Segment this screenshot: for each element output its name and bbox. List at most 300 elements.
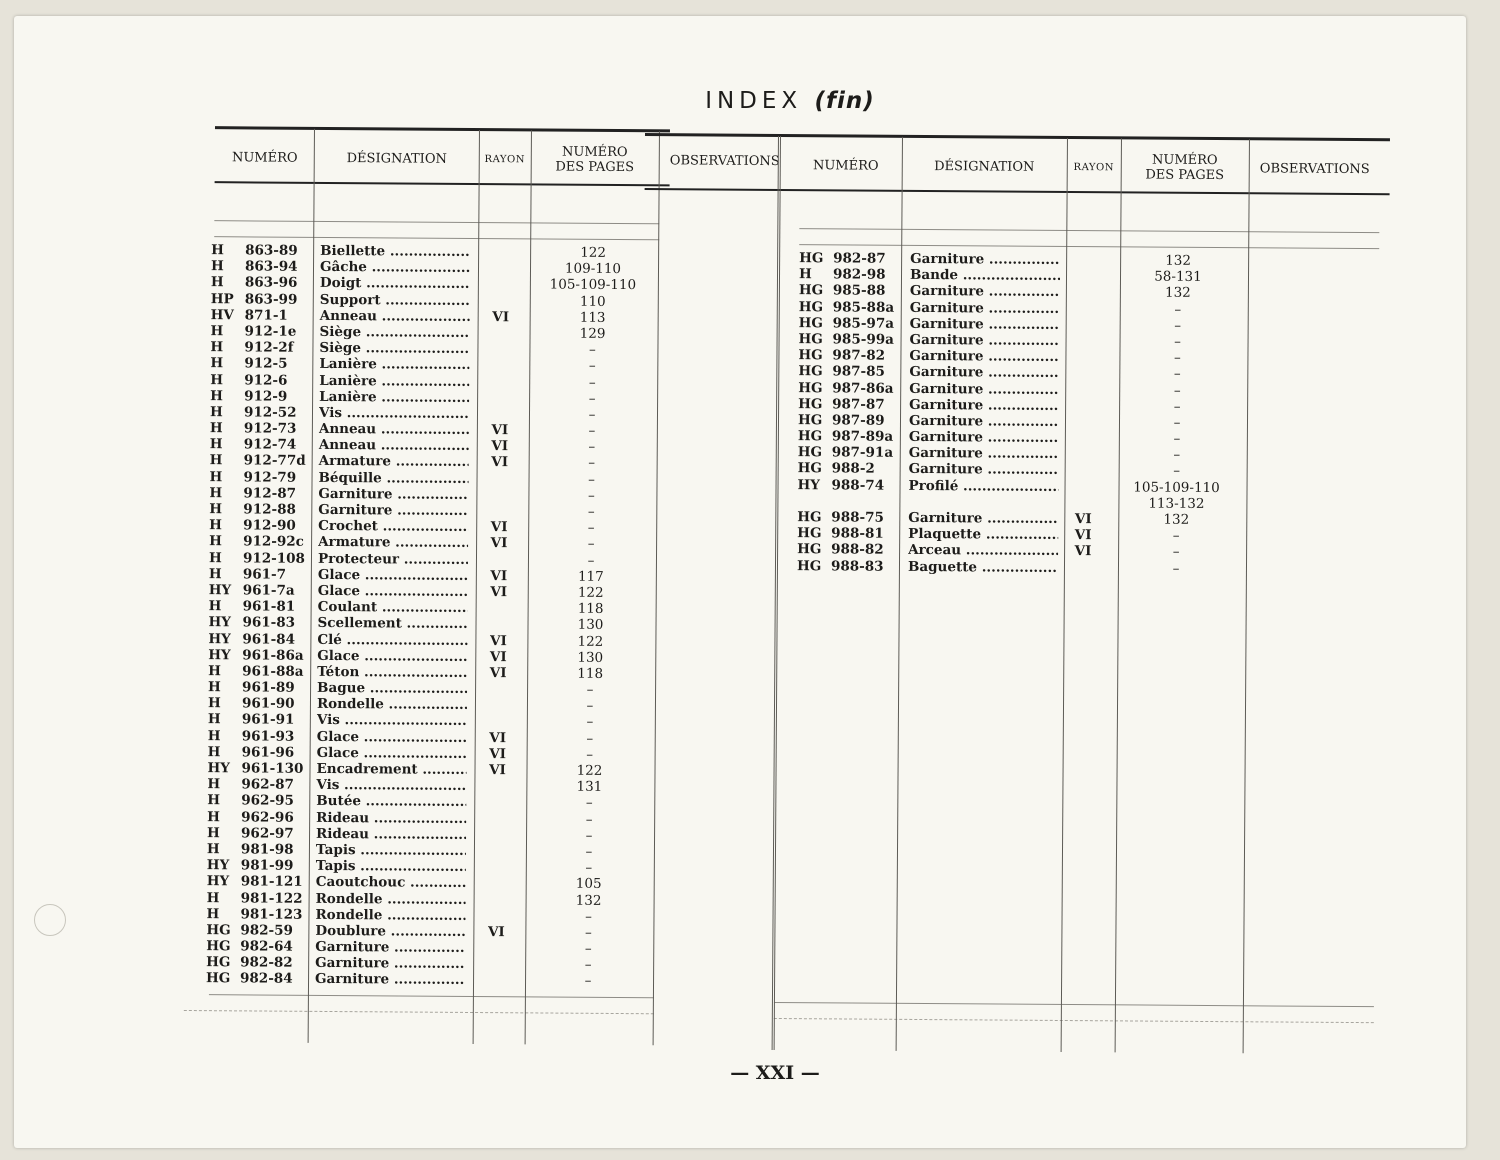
row-designation: Armature .....: [318, 534, 468, 551]
row-number: 961-86a: [242, 647, 304, 664]
row-number: 912-73: [243, 420, 297, 437]
row-number: 987-89a: [831, 428, 894, 445]
row-number: 912-92c: [243, 533, 304, 551]
row-prefix: HG: [797, 444, 823, 461]
row-prefix: HG: [798, 282, 824, 299]
row-pages: 122: [577, 584, 604, 601]
header-numero-pages-line1: NUMÉRO: [561, 144, 628, 161]
row-pages: 130: [577, 617, 604, 634]
row-prefix: HG: [799, 250, 824, 267]
row-designation: Anneau .....: [319, 437, 469, 454]
row-designation: Garniture .....: [910, 299, 1060, 316]
column-divider: [308, 129, 315, 1043]
header-numero-pages: [531, 138, 659, 181]
index-table-left: [184, 126, 780, 1045]
row-pages: –: [1173, 398, 1181, 415]
row-rayon: VI: [492, 308, 510, 325]
row-pages: –: [1172, 560, 1180, 577]
row-prefix: HG: [797, 428, 823, 445]
row-prefix: H: [209, 484, 223, 502]
row-prefix: H: [210, 387, 223, 404]
row-designation: Lanière .....: [319, 372, 469, 389]
row-designation: Garniture .....: [908, 510, 1058, 527]
row-pages: –: [1172, 544, 1180, 561]
row-pages: 109-110: [564, 260, 622, 278]
row-designation: Garniture .....: [910, 251, 1060, 268]
row-prefix: HG: [798, 395, 823, 412]
row-designation: Support .....: [320, 291, 470, 308]
row-pages: 131: [576, 778, 603, 796]
row-prefix: HG: [797, 541, 822, 558]
row-designation: Garniture .....: [315, 955, 465, 972]
row-pages: –: [1174, 349, 1181, 366]
row-prefix: H: [210, 339, 224, 356]
row-number: 961-83: [242, 614, 296, 632]
row-pages: –: [586, 698, 594, 715]
row-prefix: H: [209, 468, 223, 485]
row-rayon: VI: [489, 762, 506, 779]
row-prefix: HY: [208, 614, 231, 631]
row-pages: –: [586, 714, 594, 731]
row-pages: –: [584, 940, 592, 957]
row-number: 981-122: [240, 889, 303, 907]
row-rayon: VI: [490, 567, 508, 584]
row-prefix: H: [210, 258, 224, 275]
row-designation: Caoutchouc .....: [316, 874, 466, 891]
row-number: 988-75: [831, 509, 884, 526]
row-pages: –: [587, 519, 595, 537]
row-designation: Arceau .....: [908, 542, 1058, 559]
row-prefix: HG: [798, 298, 824, 315]
column-divider: [473, 130, 480, 1044]
row-number: 912-9: [244, 388, 288, 405]
row-designation: Anneau .....: [319, 421, 469, 438]
row-pages: –: [588, 455, 596, 472]
row-number: 962-97: [241, 825, 294, 842]
row-pages: –: [588, 471, 595, 488]
row-prefix: HG: [797, 460, 823, 477]
row-number: 961-88a: [242, 663, 304, 680]
row-designation: Lanière .....: [319, 389, 469, 406]
row-prefix: H: [210, 371, 224, 388]
column-divider: [896, 137, 903, 1051]
row-rule: [774, 1002, 1374, 1007]
row-number: 982-82: [240, 954, 293, 971]
row-designation: Garniture .....: [909, 445, 1059, 462]
row-designation: Garniture .....: [909, 380, 1059, 397]
row-designation: Garniture .....: [910, 283, 1060, 300]
row-designation: Tapis .....: [316, 842, 466, 859]
row-rayon: VI: [489, 745, 507, 763]
row-designation: Béquille .....: [318, 470, 468, 487]
row-number: 988-83: [830, 557, 884, 575]
header-numero-pages-line2: DES PAGES: [555, 159, 635, 176]
row-designation: Rideau .....: [316, 826, 466, 843]
row-pages: –: [1174, 301, 1182, 318]
row-rule: [184, 1010, 654, 1014]
row-number: 987-87: [832, 396, 885, 413]
row-designation: Vis .....: [316, 777, 466, 794]
row-pages: –: [584, 924, 592, 941]
row-pages: –: [1173, 366, 1181, 383]
row-pages: –: [1172, 527, 1180, 544]
row-prefix: H: [208, 549, 222, 566]
row-designation: Profilé .....: [908, 478, 1058, 495]
row-number: 982-64: [240, 938, 293, 955]
row-number: 987-89: [831, 412, 885, 429]
row-prefix: H: [210, 355, 224, 372]
row-pages: 105-109-110: [1133, 479, 1220, 496]
row-number: 863-94: [244, 258, 298, 275]
row-number: 988-2: [831, 460, 875, 478]
row-number: 912-108: [242, 549, 306, 567]
row-designation: Scellement .....: [317, 615, 467, 632]
page-title: [0, 88, 1500, 114]
row-pages: –: [589, 341, 596, 358]
row-number: 982-84: [239, 970, 293, 988]
row-designation: Baguette .....: [908, 558, 1058, 575]
row-designation: Glace .....: [317, 745, 467, 762]
row-designation: Glace .....: [317, 648, 467, 665]
row-designation: Siège .....: [320, 324, 470, 341]
page-number: — XXI —: [730, 1062, 820, 1084]
header-observations: OBSERVATIONS: [669, 152, 780, 169]
row-prefix: H: [207, 695, 221, 712]
row-pages: –: [1173, 430, 1181, 447]
row-prefix: HY: [206, 857, 230, 874]
row-prefix: H: [208, 565, 222, 582]
row-number: 912-88: [243, 501, 296, 518]
row-number: 912-52: [243, 404, 297, 421]
row-designation: Glace .....: [318, 567, 468, 584]
row-prefix: HV: [210, 306, 234, 324]
row-pages: 122: [576, 762, 603, 779]
row-number: 981-121: [240, 873, 303, 891]
row-prefix: HP: [210, 290, 234, 307]
row-rule: [799, 228, 1379, 233]
row-rayon: VI: [491, 454, 509, 471]
row-number: 961-96: [241, 744, 295, 761]
row-prefix: HG: [205, 970, 231, 987]
row-number: 961-90: [241, 695, 295, 712]
header-bottom-rule: [215, 181, 670, 186]
header-numero: NUMÉRO: [231, 149, 298, 166]
row-designation: Garniture .....: [909, 461, 1059, 478]
row-number: 961-84: [242, 630, 296, 648]
row-prefix: HG: [206, 954, 231, 971]
row-designation: Rideau .....: [316, 809, 466, 826]
row-prefix: HY: [206, 873, 230, 890]
row-pages: 105: [575, 876, 602, 893]
punch-hole: [34, 904, 66, 936]
row-number: 985-99a: [832, 331, 894, 348]
row-pages: –: [587, 487, 595, 504]
header-numero: NUMÉRO: [812, 157, 879, 174]
row-number: 987-82: [832, 347, 886, 364]
row-number: 962-96: [241, 808, 294, 826]
row-number: 961-91: [241, 711, 295, 729]
row-pages: –: [588, 422, 596, 439]
row-prefix: HG: [797, 412, 823, 429]
row-number: 987-86a: [832, 379, 894, 397]
header-numero-pages-line1: NUMÉRO: [1151, 152, 1218, 169]
row-designation: Encadrement .....: [316, 761, 466, 778]
row-designation: Gâche .....: [320, 259, 470, 276]
row-rayon: VI: [489, 632, 507, 649]
header-rayon: RAYON: [484, 153, 526, 165]
row-number: 988-82: [831, 541, 884, 559]
column-divider: [1061, 138, 1068, 1052]
row-pages: 118: [577, 665, 604, 682]
column-divider: [1115, 138, 1122, 1052]
row-pages: –: [587, 503, 595, 520]
row-designation: Crochet .....: [318, 518, 468, 535]
row-number: 987-91a: [831, 444, 894, 462]
row-pages: –: [585, 827, 593, 844]
row-pages: –: [585, 843, 593, 860]
row-pages: 132: [575, 892, 602, 909]
header-designation: DÉSIGNATION: [346, 150, 447, 167]
row-prefix: H: [798, 266, 812, 283]
row-prefix: H: [208, 679, 221, 696]
row-prefix: H: [210, 274, 224, 291]
row-designation: Garniture .....: [318, 502, 468, 519]
index-table-right: [774, 134, 1380, 1054]
row-pages: –: [587, 552, 595, 569]
row-rayon: VI: [491, 438, 509, 455]
row-prefix: H: [211, 242, 224, 259]
row-pages: 118: [577, 600, 604, 618]
row-number: 961-7: [242, 566, 287, 583]
row-rayon: VI: [1074, 511, 1092, 528]
row-number: 871-1: [244, 307, 288, 324]
row-pages: 132: [1163, 511, 1190, 528]
row-prefix: H: [207, 727, 221, 744]
row-rayon: VI: [490, 519, 508, 536]
row-pages: –: [585, 795, 593, 812]
row-prefix: H: [207, 711, 221, 728]
row-designation: Clé .....: [317, 631, 467, 648]
row-designation: Téton .....: [317, 664, 467, 681]
row-pages: 132: [1164, 285, 1191, 302]
row-pages: –: [588, 374, 596, 391]
row-prefix: HG: [798, 331, 823, 348]
row-number: 912-6: [244, 371, 288, 389]
row-pages: 58-131: [1154, 268, 1202, 286]
row-pages: 113-132: [1148, 495, 1205, 512]
row-number: 982-98: [832, 266, 886, 283]
row-prefix: HG: [798, 314, 824, 332]
row-designation: Plaquette .....: [908, 526, 1058, 543]
row-designation: Siège .....: [319, 340, 469, 357]
column-divider: [1243, 139, 1250, 1053]
row-number: 961-89: [242, 679, 295, 696]
row-prefix: HG: [206, 922, 231, 939]
row-number: 961-7a: [242, 582, 295, 599]
row-pages: –: [584, 957, 592, 974]
row-pages: 129: [579, 325, 606, 342]
row-number: 863-99: [244, 290, 298, 308]
row-rule: [799, 244, 1379, 249]
row-prefix: H: [206, 905, 220, 922]
row-number: 912-79: [243, 469, 297, 486]
row-prefix: HY: [207, 760, 230, 777]
row-prefix: H: [207, 792, 221, 809]
row-number: 961-93: [241, 728, 295, 745]
row-designation: Vis .....: [317, 712, 467, 729]
row-designation: Rondelle .....: [315, 907, 465, 924]
row-pages: –: [584, 973, 592, 990]
row-prefix: HY: [797, 476, 821, 493]
row-prefix: H: [209, 517, 223, 534]
title-main: INDEX: [705, 88, 803, 114]
row-rule: [209, 994, 654, 998]
row-number: 962-87: [241, 776, 295, 793]
row-rule: [214, 236, 659, 240]
row-prefix: HG: [796, 557, 822, 574]
row-rayon: VI: [1074, 527, 1092, 544]
row-prefix: HY: [208, 582, 232, 599]
row-number: 981-123: [240, 906, 303, 923]
row-designation: Tapis .....: [316, 858, 466, 875]
row-pages: –: [586, 746, 594, 763]
title-suffix: (fin): [814, 88, 875, 114]
header-numero-pages-line2: DES PAGES: [1145, 167, 1225, 184]
row-pages: 132: [1165, 252, 1192, 269]
row-pages: –: [1173, 463, 1181, 480]
row-pages: –: [588, 406, 596, 423]
row-designation: Coulant .....: [318, 599, 468, 616]
row-pages: –: [588, 390, 596, 407]
row-number: 912-1e: [244, 323, 297, 340]
row-designation: Doigt .....: [320, 275, 470, 292]
row-prefix: HG: [798, 379, 823, 396]
row-designation: Butée .....: [316, 793, 466, 810]
row-number: 982-87: [833, 250, 886, 267]
row-rule: [774, 1018, 1374, 1023]
row-pages: –: [586, 730, 594, 747]
row-pages: 122: [580, 244, 607, 261]
row-pages: 130: [577, 649, 604, 666]
row-designation: Rondelle .....: [316, 890, 466, 907]
row-designation: Garniture .....: [315, 939, 465, 956]
row-pages: 122: [577, 633, 604, 650]
row-pages: 105-109-110: [549, 276, 637, 294]
row-prefix: H: [206, 889, 220, 906]
row-prefix: H: [209, 436, 223, 453]
row-prefix: H: [207, 808, 220, 825]
row-prefix: HG: [798, 363, 823, 380]
row-prefix: H: [209, 452, 223, 469]
row-number: 863-96: [244, 274, 298, 292]
row-designation: Garniture .....: [909, 348, 1059, 365]
row-number: 988-81: [831, 525, 884, 542]
row-prefix: H: [209, 533, 222, 550]
row-prefix: H: [209, 404, 223, 421]
row-prefix: HG: [798, 347, 823, 364]
row-pages: –: [1174, 333, 1181, 350]
row-prefix: H: [207, 776, 221, 793]
row-prefix: H: [206, 841, 220, 858]
row-prefix: H: [208, 598, 222, 615]
row-designation: Bande .....: [910, 267, 1060, 284]
row-pages: 113: [579, 309, 606, 326]
row-number: 863-89: [245, 242, 298, 259]
row-number: 982-59: [240, 922, 294, 939]
row-number: 987-85: [832, 363, 885, 381]
row-prefix: H: [207, 743, 221, 761]
row-rayon: VI: [1074, 543, 1092, 560]
row-pages: –: [1173, 382, 1181, 399]
row-pages: –: [585, 811, 593, 828]
row-number: 988-74: [831, 476, 885, 494]
row-number: 912-87: [243, 485, 297, 502]
row-designation: Anneau .....: [320, 308, 470, 325]
row-designation: Rondelle .....: [317, 696, 467, 713]
row-designation: Garniture .....: [909, 397, 1059, 414]
row-number: 912-77d: [243, 452, 306, 470]
row-pages: –: [588, 358, 596, 375]
row-designation: Doublure .....: [315, 923, 465, 940]
row-designation: Garniture .....: [910, 332, 1060, 349]
row-pages: –: [588, 439, 596, 456]
row-number: 912-2f: [244, 339, 294, 356]
row-rayon: VI: [489, 729, 507, 746]
row-number: 985-88a: [832, 298, 895, 316]
row-designation: Garniture .....: [910, 316, 1060, 333]
row-number: 962-95: [241, 792, 294, 810]
row-rayon: VI: [489, 664, 507, 682]
row-pages: –: [585, 908, 592, 925]
row-pages: 117: [577, 568, 604, 585]
row-rule: [214, 220, 659, 224]
row-rayon: VI: [490, 584, 508, 601]
row-pages: –: [1173, 414, 1181, 431]
row-designation: Garniture .....: [909, 429, 1059, 446]
row-number: 912-90: [243, 517, 296, 534]
row-prefix: HY: [208, 630, 231, 647]
row-designation: Biellette .....: [320, 243, 470, 260]
row-prefix: H: [207, 824, 220, 841]
row-number: 912-74: [243, 436, 297, 454]
row-designation: Vis .....: [319, 405, 469, 422]
row-number: 981-99: [240, 857, 294, 874]
row-designation: Garniture .....: [318, 486, 468, 503]
row-prefix: H: [210, 323, 224, 340]
row-number: 961-130: [241, 760, 304, 777]
header-designation: DÉSIGNATION: [934, 158, 1035, 175]
row-prefix: HY: [208, 646, 231, 663]
row-prefix: HG: [206, 938, 231, 955]
row-designation: Bague .....: [317, 680, 467, 697]
row-rayon: VI: [487, 923, 505, 941]
row-prefix: HG: [797, 525, 822, 542]
row-number: 985-88: [832, 282, 886, 300]
row-designation: Garniture .....: [909, 413, 1059, 430]
row-designation: Protecteur .....: [318, 550, 468, 567]
row-number: 961-81: [242, 598, 296, 615]
row-pages: –: [585, 859, 593, 876]
row-designation: Garniture .....: [315, 971, 465, 988]
row-designation: Glace .....: [317, 729, 467, 746]
row-designation: Armature .....: [319, 453, 469, 470]
row-pages: –: [586, 681, 594, 698]
header-numero-pages: [1121, 146, 1249, 189]
header-observations: OBSERVATIONS: [1259, 160, 1370, 177]
row-pages: –: [1173, 447, 1181, 464]
header-rayon: RAYON: [1073, 161, 1115, 173]
row-number: 985-97a: [832, 315, 895, 332]
